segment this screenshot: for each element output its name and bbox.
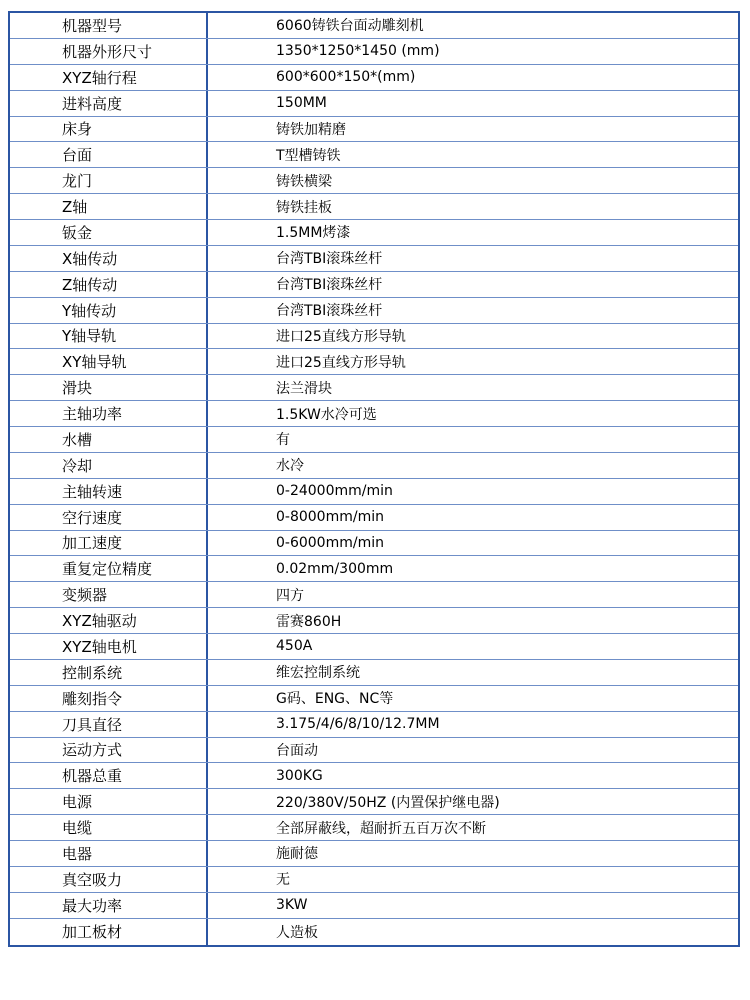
spec-table: [8, 11, 740, 947]
spec-value: 0-24000mm/min: [276, 483, 393, 500]
table-row: [10, 608, 738, 634]
spec-key: 控制系统: [10, 660, 208, 685]
table-row: [10, 168, 738, 194]
spec-key: XYZ轴驱动: [10, 608, 208, 633]
table-row: [10, 556, 738, 582]
table-row: [10, 324, 738, 350]
table-row: [10, 349, 738, 375]
spec-key: 真空吸力: [10, 867, 208, 892]
table-row: [10, 634, 738, 660]
spec-key: XYZ轴行程: [10, 65, 208, 90]
spec-value: 台面动: [276, 742, 318, 759]
spec-value: 水冷: [276, 458, 304, 475]
table-row: [10, 142, 738, 168]
spec-value: 无: [276, 872, 290, 889]
spec-key: 雕刻指令: [10, 686, 208, 711]
spec-key: XY轴导轨: [10, 349, 208, 374]
table-row: [10, 712, 738, 738]
spec-key: 进料高度: [10, 91, 208, 116]
spec-value: 1.5MM烤漆: [276, 225, 351, 242]
table-row: [10, 738, 738, 764]
spec-key: 床身: [10, 117, 208, 142]
spec-value: 有: [276, 432, 290, 449]
table-row: [10, 453, 738, 479]
spec-value: 法兰滑块: [276, 380, 332, 397]
spec-value: T型槽铸铁: [276, 147, 341, 164]
spec-value: 1350*1250*1450 (mm): [276, 43, 440, 60]
spec-key: 空行速度: [10, 505, 208, 530]
spec-key: 刀具直径: [10, 712, 208, 737]
spec-value: 0-8000mm/min: [276, 509, 384, 526]
spec-value: 150MM: [276, 95, 327, 112]
spec-value: 300KG: [276, 767, 323, 784]
spec-value: G码、ENG、NC等: [276, 691, 394, 708]
spec-key: X轴传动: [10, 246, 208, 271]
spec-key: 冷却: [10, 453, 208, 478]
table-row: [10, 893, 738, 919]
spec-value: 维宏控制系统: [276, 665, 360, 682]
table-row: [10, 117, 738, 143]
table-row: [10, 582, 738, 608]
table-row: [10, 272, 738, 298]
table-row: [10, 298, 738, 324]
spec-value: 0.02mm/300mm: [276, 560, 394, 577]
spec-key: 加工速度: [10, 531, 208, 556]
spec-value: 雷赛860H: [276, 613, 342, 630]
spec-value: 铸铁挂板: [276, 199, 332, 216]
spec-key: 龙门: [10, 168, 208, 193]
spec-value: 施耐德: [276, 846, 318, 863]
table-row: [10, 763, 738, 789]
spec-value: 四方: [276, 587, 304, 604]
table-row: [10, 841, 738, 867]
spec-key: 主轴功率: [10, 401, 208, 426]
spec-value: 铸铁横梁: [276, 173, 332, 190]
spec-key: Y轴导轨: [10, 324, 208, 349]
spec-value: 进口25直线方形导轨: [276, 328, 406, 345]
spec-key: 主轴转速: [10, 479, 208, 504]
spec-key: XYZ轴电机: [10, 634, 208, 659]
table-row: [10, 375, 738, 401]
table-row: [10, 660, 738, 686]
table-row: [10, 815, 738, 841]
table-row: [10, 246, 738, 272]
spec-value: 220/380V/50HZ (内置保护继电器): [276, 794, 500, 811]
spec-value: 台湾TBI滚珠丝杆: [276, 251, 383, 268]
table-row: [10, 65, 738, 91]
table-row: [10, 505, 738, 531]
table-row: [10, 867, 738, 893]
spec-key: 机器外形尺寸: [10, 39, 208, 64]
spec-key: 变频器: [10, 582, 208, 607]
table-row: [10, 13, 738, 39]
table-row: [10, 91, 738, 117]
spec-value: 600*600*150*(mm): [276, 69, 416, 86]
spec-value: 3KW: [276, 897, 308, 914]
spec-key: 电器: [10, 841, 208, 866]
spec-key: Z轴传动: [10, 272, 208, 297]
spec-value: 人造板: [276, 924, 318, 941]
spec-value: 铸铁加精磨: [276, 121, 346, 138]
spec-value: 0-6000mm/min: [276, 534, 384, 551]
spec-value: 6060铸铁台面动雕刻机: [276, 18, 424, 35]
table-row: [10, 531, 738, 557]
table-row: [10, 220, 738, 246]
spec-key: 加工板材: [10, 919, 208, 945]
spec-value: 台湾TBI滚珠丝杆: [276, 303, 383, 320]
table-row: [10, 39, 738, 65]
spec-key: 水槽: [10, 427, 208, 452]
spec-key: 电缆: [10, 815, 208, 840]
spec-value: 1.5KW水冷可选: [276, 406, 377, 423]
spec-value: 台湾TBI滚珠丝杆: [276, 277, 383, 294]
spec-key: Y轴传动: [10, 298, 208, 323]
table-row: [10, 427, 738, 453]
table-row: [10, 686, 738, 712]
spec-key: 重复定位精度: [10, 556, 208, 581]
spec-value: 进口25直线方形导轨: [276, 354, 406, 371]
spec-key: 运动方式: [10, 738, 208, 763]
table-row: [10, 479, 738, 505]
table-row: [10, 919, 738, 945]
table-row: [10, 789, 738, 815]
table-row: [10, 194, 738, 220]
spec-key: 钣金: [10, 220, 208, 245]
spec-key: 滑块: [10, 375, 208, 400]
spec-value: 450A: [276, 638, 313, 655]
table-row: [10, 401, 738, 427]
spec-key: 台面: [10, 142, 208, 167]
spec-value: 全部屏蔽线，超耐折五百万次不断: [276, 820, 486, 837]
spec-key: Z轴: [10, 194, 208, 219]
spec-key: 机器型号: [10, 13, 208, 38]
spec-key: 电源: [10, 789, 208, 814]
spec-key: 最大功率: [10, 893, 208, 918]
spec-key: 机器总重: [10, 763, 208, 788]
spec-value: 3.175/4/6/8/10/12.7MM: [276, 716, 440, 733]
